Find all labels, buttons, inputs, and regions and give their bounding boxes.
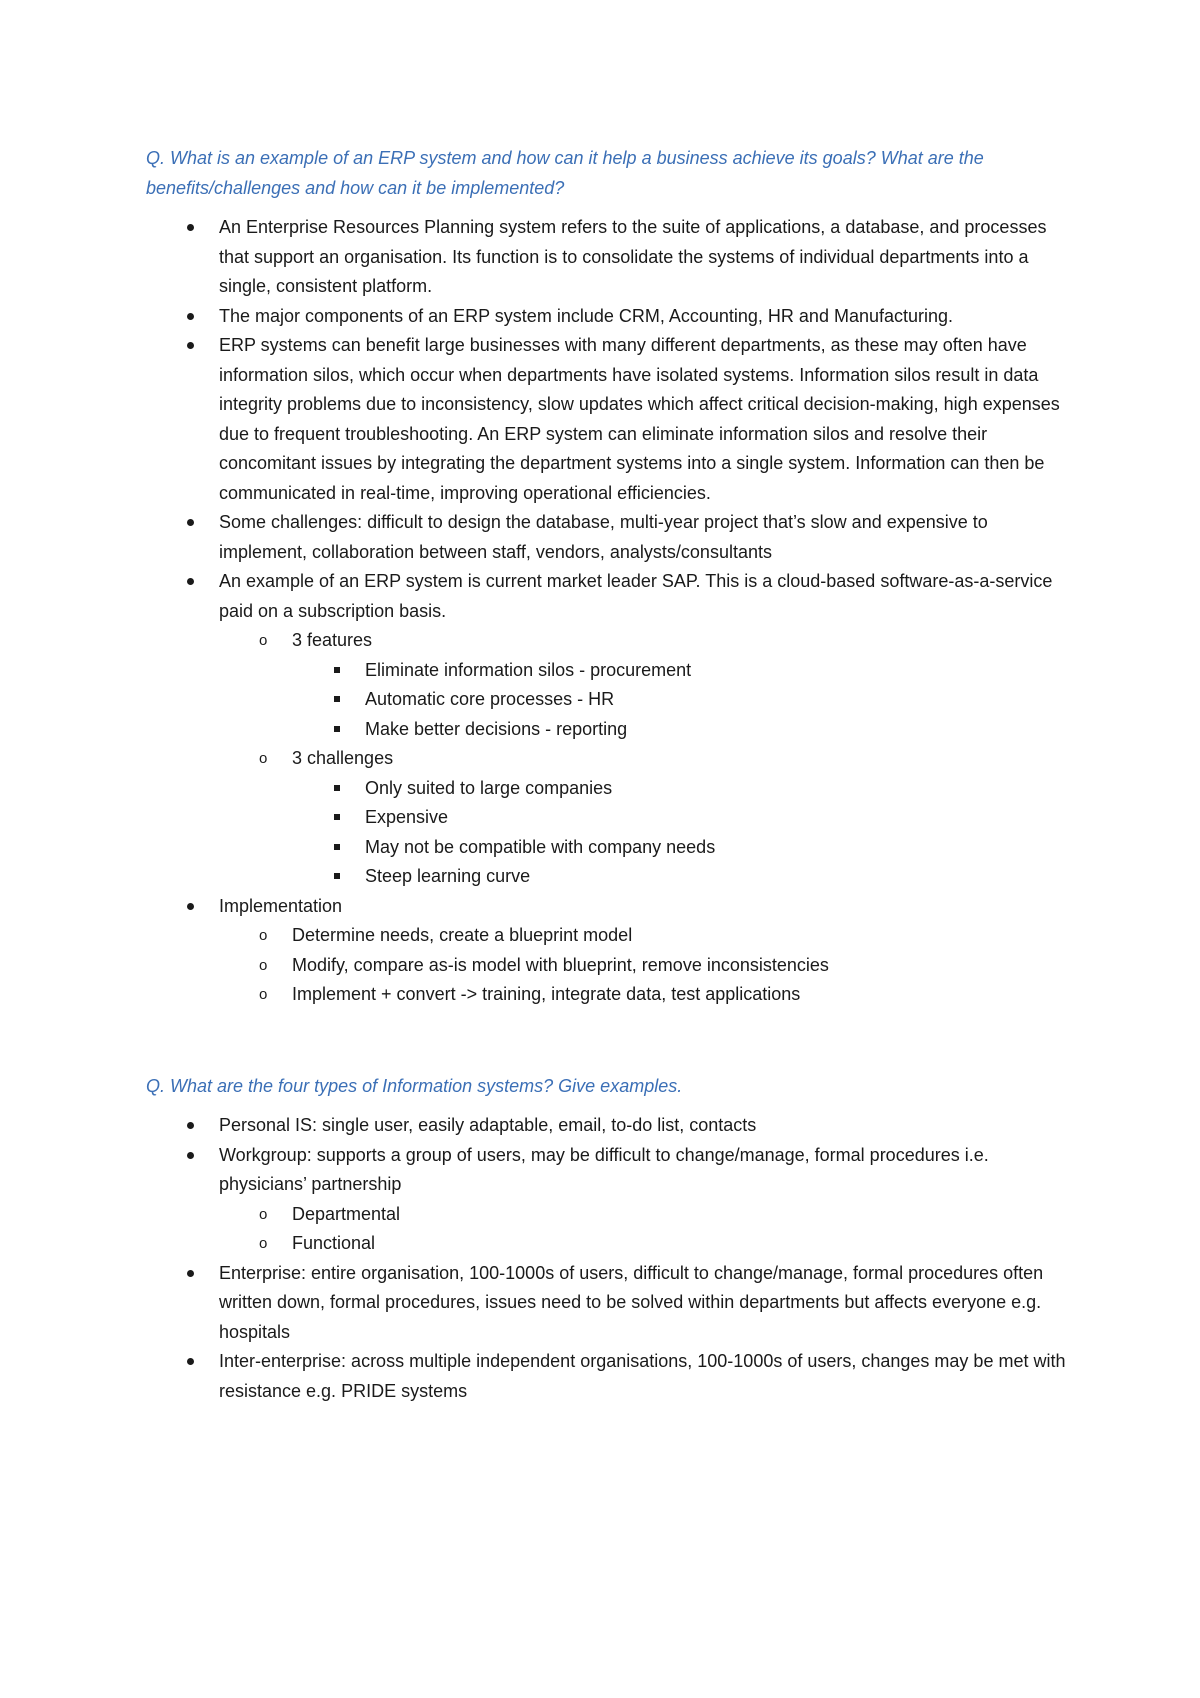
list-item: Steep learning curve [292,862,1076,892]
list-item [146,567,1076,892]
list-item: Only suited to large companies [292,774,1076,804]
list-item: Eliminate information silos - procurement [292,656,1076,686]
challenges-label: 3 challenges [292,748,394,768]
list-item: May not be compatible with company needs [292,833,1076,863]
workgroup-sublist [219,1200,1076,1259]
implementation-label: Implementation [219,895,343,916]
list-item: The major components of an ERP system include CRM, Accounting, HR and Manufacturing. [146,302,1076,332]
question-1-heading: Q. What is an example of an ERP system and how can it help a business achieve its goals? What are the benefits/challenges and how can it be implemented? [146,148,984,198]
list-item [146,892,1076,1010]
list-item: Inter-enterprise: across multiple independent organisations, 100-1000s of users, changes may be met with resistance e.g. PRIDE systems [146,1347,1076,1406]
list-item: o Determine needs, create a blueprint model [219,921,1076,951]
workgroup-text: Workgroup: supports a group of users, may be difficult to change/manage, formal procedures i.e. physicians’ partnership [219,1144,989,1194]
list-item: Expensive [292,803,1076,833]
list-item: Some challenges: difficult to design the database, multi-year project that’s slow and expensive to implement, collaboration between staff, vendors, analysts/consultants [146,508,1076,567]
list-item: Make better decisions - reporting [292,715,1076,745]
list-item: Personal IS: single user, easily adaptable, email, to-do list, contacts [146,1111,1076,1141]
list-item: Enterprise: entire organisation, 100-1000s of users, difficult to change/manage, formal procedures often written down, formal procedures, issues need to be solved within departments but affects everyone e.g. hospitals [146,1259,1076,1348]
features-label: 3 features [292,630,373,650]
document-body [146,144,1076,1406]
sap-example-text: An example of an ERP system is current market leader SAP. This is a cloud-based software-as-a-service paid on a subscription basis. [219,571,1053,621]
list-item: o Implement + convert -> training, integrate data, test applications [219,980,1076,1010]
list-item: Automatic core processes - HR [292,685,1076,715]
question-2-answer-list [146,1111,1076,1406]
list-item [146,1141,1076,1259]
challenges-list [292,774,1076,892]
features-list [292,656,1076,745]
list-item: ERP systems can benefit large businesses with many different departments, as these may often have information silos, which occur when departments have isolated systems. Information silos result in data integrity problems due to inconsistency, slow updates which affect critical decision-making, high expenses due to frequent troubleshooting. An ERP system can eliminate information silos and resolve their concomitant issues by integrating the department systems into a single system. Information can then be communicated in real-time, improving operational efficiencies. [146,331,1076,508]
sap-sublist [219,626,1076,892]
list-item: o Modify, compare as-is model with blueprint, remove inconsistencies [219,951,1076,981]
question-2-heading: Q. What are the four types of Information systems? Give examples. [146,1075,683,1096]
list-item [219,626,1076,744]
list-item [219,744,1076,892]
list-item: o Departmental [219,1200,1076,1230]
implementation-list [219,921,1076,1010]
question-1-answer-list [146,213,1076,1010]
list-item: o Functional [219,1229,1076,1259]
list-item: An Enterprise Resources Planning system refers to the suite of applications, a database, and processes that support an organisation. Its function is to consolidate the systems of individual departments into a single, consistent platform. [146,213,1076,302]
